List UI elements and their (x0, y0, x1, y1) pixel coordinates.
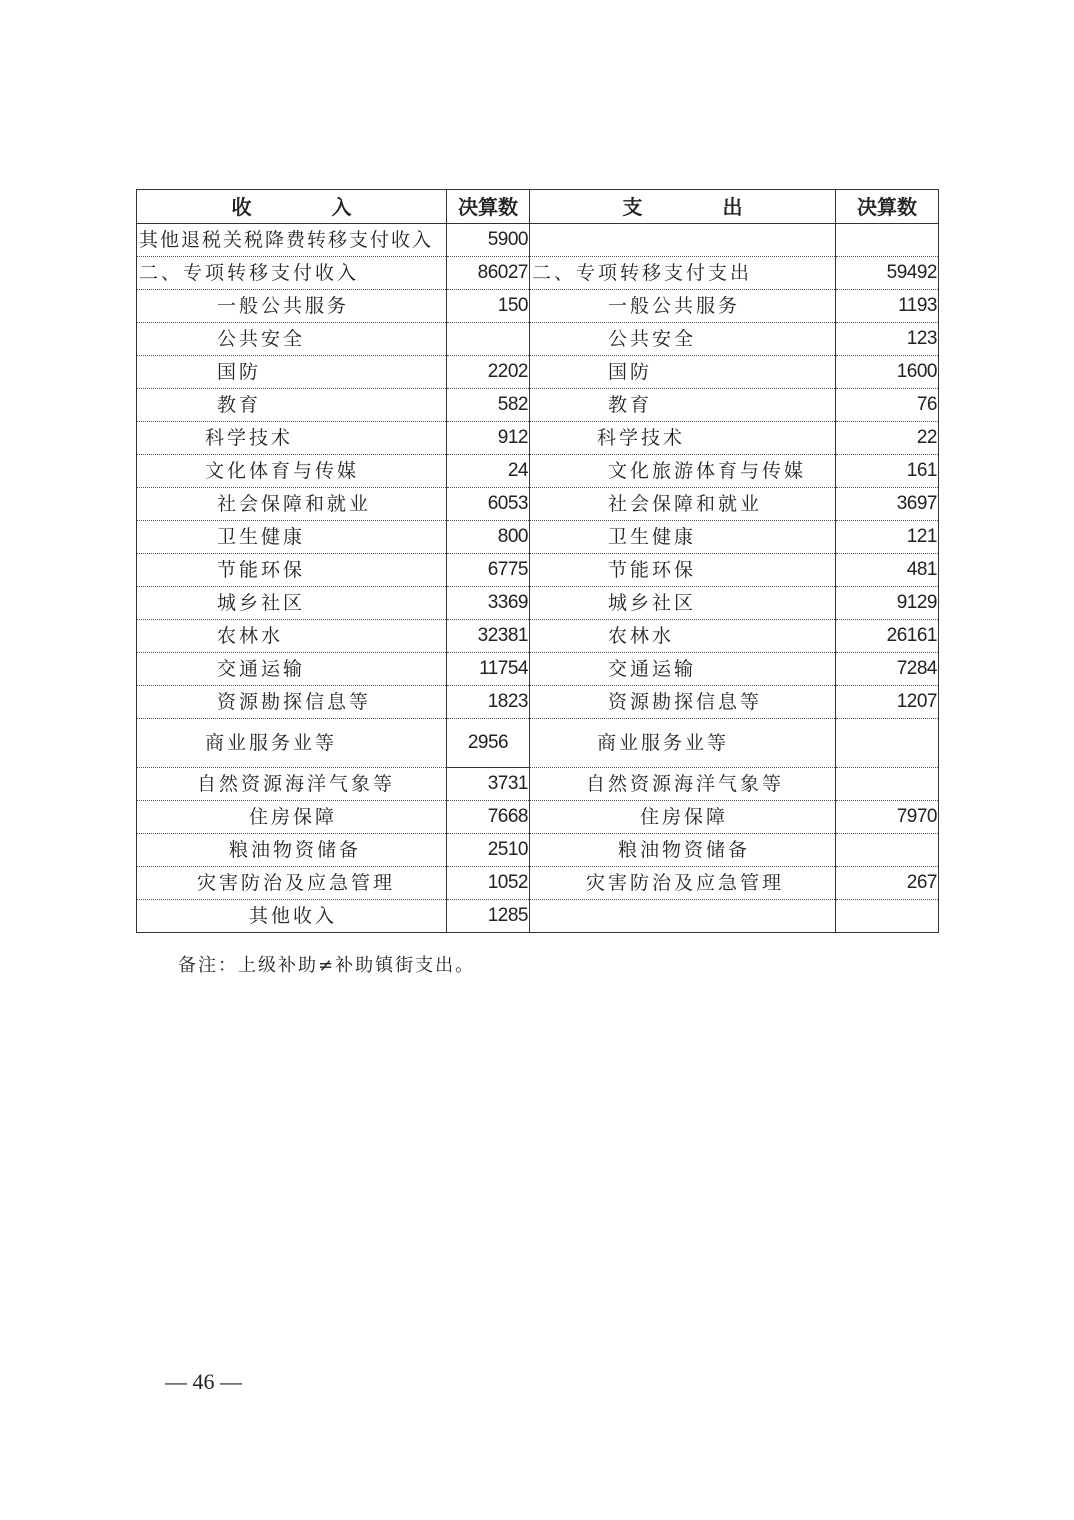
expense-label: 住房保障 (530, 801, 836, 834)
expense-value (836, 768, 939, 801)
income-label: 商业服务业等 (137, 719, 447, 768)
income-value: 6053 (447, 488, 530, 521)
expense-label: 公共安全 (530, 323, 836, 356)
table-row (137, 801, 939, 834)
table-row (137, 389, 939, 422)
income-label: 文化体育与传媒 (137, 455, 447, 488)
income-value (447, 323, 530, 356)
income-label: 资源勘探信息等 (137, 686, 447, 719)
expense-value: 267 (836, 867, 939, 900)
expense-label: 城乡社区 (530, 587, 836, 620)
expense-value (836, 834, 939, 867)
table-row (137, 488, 939, 521)
table-row (137, 653, 939, 686)
expense-label (530, 900, 836, 933)
income-label: 其他退税关税降费转移支付收入 (137, 224, 447, 257)
expense-label: 卫生健康 (530, 521, 836, 554)
expense-value: 7284 (836, 653, 939, 686)
expense-value: 481 (836, 554, 939, 587)
expense-value (836, 900, 939, 933)
expense-value: 121 (836, 521, 939, 554)
expense-label: 文化旅游体育与传媒 (530, 455, 836, 488)
income-label: 社会保障和就业 (137, 488, 447, 521)
header-income: 收 入 (137, 190, 447, 224)
income-value: 150 (447, 290, 530, 323)
table-row (137, 356, 939, 389)
expense-label: 教育 (530, 389, 836, 422)
income-value: 1285 (447, 900, 530, 933)
income-value: 2202 (447, 356, 530, 389)
income-label: 农林水 (137, 620, 447, 653)
expense-label: 一般公共服务 (530, 290, 836, 323)
expense-label: 农林水 (530, 620, 836, 653)
expense-value (836, 719, 939, 768)
income-label: 其他收入 (137, 900, 447, 933)
income-label: 卫生健康 (137, 521, 447, 554)
table-row (137, 587, 939, 620)
income-value: 2956 (447, 719, 530, 768)
table-row (137, 620, 939, 653)
expense-value: 1600 (836, 356, 939, 389)
table-row (137, 554, 939, 587)
expense-value: 7970 (836, 801, 939, 834)
expense-label: 交通运输 (530, 653, 836, 686)
table-row (137, 900, 939, 933)
expense-value: 1193 (836, 290, 939, 323)
expense-label: 二、专项转移支付支出 (530, 257, 836, 290)
income-label: 粮油物资储备 (137, 834, 447, 867)
expense-value: 3697 (836, 488, 939, 521)
table-row (137, 834, 939, 867)
expense-label: 节能环保 (530, 554, 836, 587)
expense-label: 商业服务业等 (530, 719, 836, 768)
table-row (137, 867, 939, 900)
income-value: 1052 (447, 867, 530, 900)
expense-value: 9129 (836, 587, 939, 620)
expense-label: 自然资源海洋气象等 (530, 768, 836, 801)
income-value: 32381 (447, 620, 530, 653)
table-row (137, 686, 939, 719)
income-value: 86027 (447, 257, 530, 290)
table-row (137, 719, 939, 768)
income-value: 912 (447, 422, 530, 455)
table-row (137, 323, 939, 356)
expense-label: 科学技术 (530, 422, 836, 455)
expense-label: 社会保障和就业 (530, 488, 836, 521)
expense-value: 22 (836, 422, 939, 455)
expense-label: 资源勘探信息等 (530, 686, 836, 719)
expense-value: 123 (836, 323, 939, 356)
income-label: 科学技术 (137, 422, 447, 455)
table-row (137, 290, 939, 323)
income-label: 交通运输 (137, 653, 447, 686)
expense-label: 粮油物资储备 (530, 834, 836, 867)
expense-label: 灾害防治及应急管理 (530, 867, 836, 900)
table-row (137, 257, 939, 290)
table-row (137, 455, 939, 488)
income-value: 3369 (447, 587, 530, 620)
table-row (137, 224, 939, 257)
income-label: 住房保障 (137, 801, 447, 834)
expense-value: 26161 (836, 620, 939, 653)
page-number: — 46 — (165, 1369, 242, 1394)
income-value: 1823 (447, 686, 530, 719)
income-label: 教育 (137, 389, 447, 422)
income-label: 自然资源海洋气象等 (137, 768, 447, 801)
income-value: 3731 (447, 768, 530, 801)
income-value: 6775 (447, 554, 530, 587)
income-value: 582 (447, 389, 530, 422)
expense-value: 1207 (836, 686, 939, 719)
income-label: 公共安全 (137, 323, 447, 356)
header-expense: 支 出 (530, 190, 836, 224)
table-row (137, 768, 939, 801)
income-label: 一般公共服务 (137, 290, 447, 323)
table-row (137, 422, 939, 455)
table-row (137, 521, 939, 554)
expense-value: 76 (836, 389, 939, 422)
expense-label: 国防 (530, 356, 836, 389)
income-label: 二、专项转移支付收入 (137, 257, 447, 290)
table-header-row (137, 190, 939, 224)
header-expense-value: 决算数 (836, 190, 939, 224)
income-label: 城乡社区 (137, 587, 447, 620)
table-note: 备注：上级补助≠补助镇街支出。 (178, 955, 476, 976)
income-label: 节能环保 (137, 554, 447, 587)
income-value: 7668 (447, 801, 530, 834)
income-value: 5900 (447, 224, 530, 257)
expense-label (530, 224, 836, 257)
income-value: 11754 (447, 653, 530, 686)
expense-value: 59492 (836, 257, 939, 290)
income-label: 灾害防治及应急管理 (137, 867, 447, 900)
expense-value: 161 (836, 455, 939, 488)
income-value: 2510 (447, 834, 530, 867)
income-value: 800 (447, 521, 530, 554)
expense-value (836, 224, 939, 257)
budget-table (136, 189, 939, 933)
income-label: 国防 (137, 356, 447, 389)
income-value: 24 (447, 455, 530, 488)
header-income-value: 决算数 (447, 190, 530, 224)
